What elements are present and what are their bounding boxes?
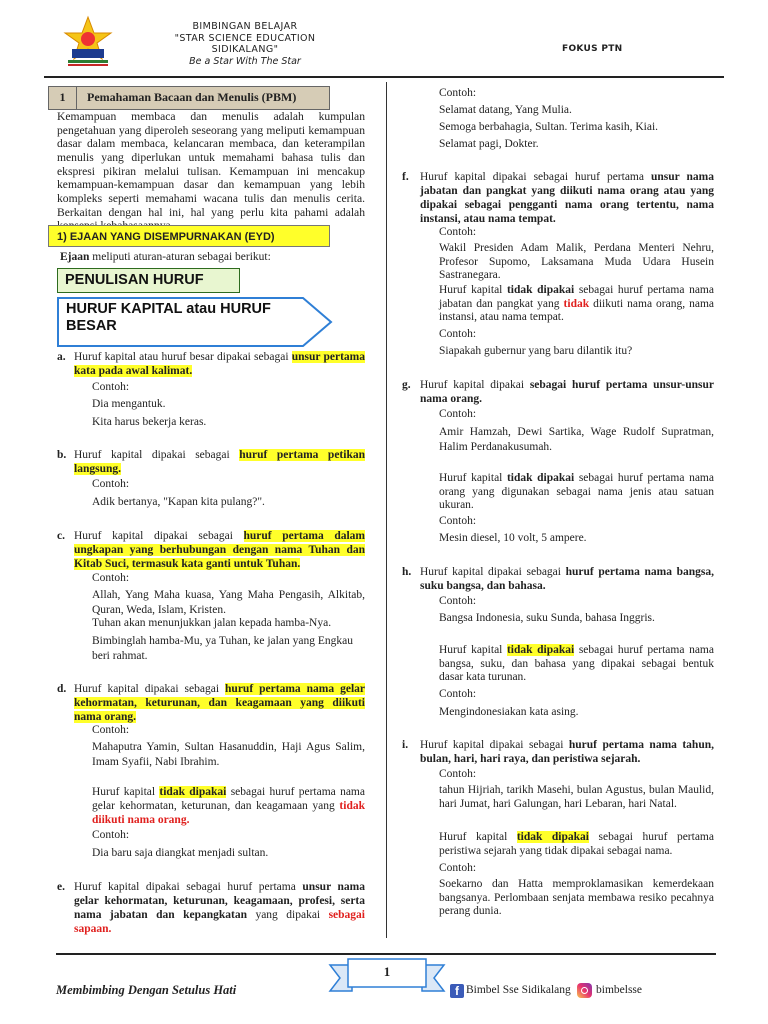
item-f-pre: Huruf kapital dipakai sebagai huruf pertama: [420, 171, 651, 183]
item-g-ex2: Mesin diesel, 10 volt, 5 ampere.: [439, 532, 587, 544]
org-header: [150, 21, 340, 67]
item-e-text: [74, 880, 365, 936]
item-h-bold: huruf pertama nama bangsa, suku bangsa, dan bahasa.: [420, 566, 714, 593]
intro-paragraph: Kemampuan membaca dan menulis adalah kumpulan pengetahuan yang diperoleh seseorang yang meliputi kemampuan dasar dalam membaca, kelancaran membaca, dan keterampilan menulis yang diperlukan untuk memahami bahasa tulis dan ekspresi pikiran melalui tulisan. Kemampuan ini mencakup kemampuan-kemampuan dasar dan kemampuan yang lebih kompleks seperti memahami wacana tulis dan menulis cerita. Berkaitan dengan hal ini, hal yang perlu kita pahami adalah: [57, 110, 365, 219]
item-g-ex1: Amir Hamzah, Dewi Sartika, Wage Rudolf Supratman, Halim Perdanakusumah.: [439, 426, 714, 453]
item-e-ex3: Selamat pagi, Dokter.: [439, 138, 539, 150]
item-g-negative: [439, 472, 714, 513]
item-f-contoh2: Contoh:: [439, 328, 477, 340]
item-g-neg-end: sebagai huruf pertama nama orang yang digunakan sebagai nama jenis atau satuan ukuran.: [439, 472, 714, 512]
item-g-contoh: Contoh:: [439, 408, 477, 420]
item-g-neg-pre: Huruf kapital: [439, 472, 507, 484]
item-f-neg-pre: Huruf kapital: [439, 284, 507, 296]
item-c-text: [74, 529, 365, 571]
item-b-text: [74, 448, 365, 476]
item-d-neg-mid: sebagai huruf pertama nama gelar kehormatan, keturunan, dan keagamaan yang: [92, 786, 365, 812]
item-f-text: [420, 170, 714, 226]
item-i-neg-highlight: tidak dipakai: [516, 831, 589, 843]
item-e-bold: unsur nama gelar kehormatan, keturunan, keagamaan, profesi, serta nama jabatan dan kepangkatan: [74, 881, 366, 922]
item-g-contoh2: Contoh:: [439, 515, 477, 527]
item-g-pre: Huruf kapital dipakai: [420, 379, 530, 391]
item-d-ex1: Mahaputra Yamin, Sultan Hasanuddin, Haji Agus Salim, Imam Syafii, Nabi Ibrahim.: [92, 741, 365, 768]
item-c-label: c.: [57, 530, 65, 542]
item-d-negative: [92, 786, 365, 827]
item-f-ex1: Wakil Presiden Adam Malik, Perdana Menteri Nehru, Profesor Supomo, Laksamana Muda Udara Husein Sastranegara.: [439, 242, 714, 282]
item-e-red: sebagai sapaan.: [74, 909, 365, 936]
header-divider: [44, 76, 724, 78]
item-c-ex3: Bimbinglah hamba-Mu, ya Tuhan, ke jalan yang Engkau beri rahmat.: [92, 635, 353, 662]
item-f-neg-end: diikuti nama orang, nama instansi, atau nama tempat.: [439, 297, 714, 324]
instagram-handle[interactable]: bimbelsse: [596, 984, 642, 996]
item-h-text: [420, 565, 714, 593]
item-i-bold: huruf pertama nama tahun, bulan, hari, hari raya, dan peristiwa sejarah.: [420, 739, 714, 766]
item-i-ex2: Soekarno dan Hatta memproklamasikan kemerdekaan bangsanya. Perlombaan senjata membawa resiko pecahnya perang dunia.: [439, 878, 714, 918]
item-g-bold: sebagai huruf pertama unsur-unsur nama orang.: [420, 379, 714, 406]
item-h-negative: [439, 644, 714, 685]
item-d-neg-pre: Huruf kapital: [92, 786, 160, 798]
item-c-ex2: Tuhan akan menunjukkan jalan kepada hamba-Nya.: [92, 617, 332, 629]
item-d-contoh: Contoh:: [92, 724, 130, 736]
instagram-icon: [577, 983, 592, 998]
item-i-contoh2: Contoh:: [439, 862, 477, 874]
item-f-bold: unsur nama jabatan dan pangkat yang diikuti nama orang atau yang dipakai sebagai pengganti nama orang tertentu, nama instansi, atau nama tempat.: [420, 171, 714, 226]
item-h-neg-highlight: tidak dipakai: [506, 644, 575, 656]
item-i-neg-end: sebagai huruf pertama peristiwa sejarah yang tidak dipakai sebagai nama.: [439, 831, 714, 857]
item-b-label: b.: [57, 449, 67, 461]
section-title: Pemahaman Bacaan dan Menulis (PBM): [87, 90, 297, 105]
item-b-highlight: huruf pertama petikan langsung.: [74, 449, 366, 476]
item-c-highlight: huruf pertama dalam ungkapan yang berhubungan dengan nama Tuhan dan Kitab Suci, termasuk kata ganti untuk Tuhan.: [74, 530, 366, 571]
org-line3: SIDIKALANG": [211, 44, 279, 56]
item-f-neg-mid: sebagai huruf pertama nama jabatan dan pangkat yang: [439, 284, 714, 310]
section-number: 1: [49, 87, 77, 109]
item-e-mid: yang dipakai: [247, 909, 329, 922]
item-d-pre: Huruf kapital dipakai sebagai: [74, 683, 226, 695]
eyd-heading: 1) EJAAN YANG DISEMPURNAKAN (EYD): [48, 225, 330, 247]
ejaan-rest: meliputi aturan-aturan sebagai berikut:: [89, 251, 271, 263]
item-a-contoh: Contoh:: [92, 381, 130, 393]
org-line2: "STAR SCIENCE EDUCATION: [174, 32, 316, 44]
item-i-ex1: tahun Hijriah, tarikh Masehi, bulan Agustus, bulan Maulid, hari Jumat, hari Galungan, hari Lebaran, hari Natal.: [439, 784, 714, 810]
ejaan-line: [60, 250, 271, 265]
page-number-ribbon: [328, 957, 446, 997]
column-divider: [386, 82, 387, 938]
item-d-label: d.: [57, 683, 67, 695]
org-line1: BIMBINGAN BELAJAR: [192, 21, 298, 32]
item-d-ex2: Dia baru saja diangkat menjadi sultan.: [92, 847, 269, 859]
kapital-arrow-banner: [57, 297, 333, 347]
item-h-ex2: Mengindonesiakan kata asing.: [439, 706, 579, 718]
item-h-label: h.: [402, 566, 412, 578]
page-number: 1: [383, 964, 391, 979]
item-i-neg-pre: Huruf kapital: [439, 831, 517, 843]
item-i-contoh: Contoh:: [439, 768, 477, 780]
item-i-negative: [439, 831, 714, 858]
item-h-neg-end: sebagai huruf pertama nama bangsa, suku, dan bahasa yang dipakai sebagai bentuk dasar kata turunan.: [439, 644, 714, 684]
kapital-title: HURUF KAPITAL atau HURUF BESAR: [66, 301, 271, 335]
item-f-contoh: Contoh:: [439, 226, 477, 238]
item-e-pre: Huruf kapital dipakai sebagai huruf pertama: [74, 881, 303, 893]
item-a-ex1: Dia mengantuk.: [92, 398, 166, 410]
item-d-contoh2: Contoh:: [92, 829, 130, 841]
item-h-neg-pre: Huruf kapital: [439, 644, 507, 656]
item-a-highlight: unsur pertama kata pada awal kalimat.: [74, 351, 365, 378]
item-d-neg-highlight: tidak dipakai: [159, 786, 227, 798]
item-f-label: f.: [402, 171, 409, 183]
item-g-text: [420, 378, 714, 406]
footer-slogan: Membimbing Dengan Setulus Hati: [56, 983, 237, 997]
item-i-text: [420, 738, 714, 766]
facebook-icon: f: [450, 984, 464, 998]
item-d-text: [74, 682, 365, 724]
org-motto: Be a Star With The Star: [189, 55, 301, 67]
item-a-pre: Huruf kapital atau huruf besar dipakai sebagai: [74, 351, 292, 363]
item-g-neg-bold: tidak dipakai: [506, 472, 575, 484]
fokus-tag: FOKUS PTN: [562, 44, 623, 54]
item-e-label: e.: [57, 881, 65, 893]
item-i-label: i.: [402, 739, 409, 751]
item-h-contoh2: Contoh:: [439, 688, 477, 700]
item-e-ex2: Semoga berbahagia, Sultan. Terima kasih, Kiai.: [439, 121, 659, 133]
item-b-ex1: Adik bertanya, "Kapan kita pulang?".: [92, 496, 265, 508]
item-a-label: a.: [57, 351, 66, 363]
item-a-text: [74, 350, 365, 378]
star-logo-icon: [62, 15, 114, 70]
ejaan-bold: Ejaan: [60, 251, 90, 263]
item-b-contoh: Contoh:: [92, 478, 130, 490]
item-a-ex2: Kita harus bekerja keras.: [92, 416, 207, 428]
section-header: [48, 86, 330, 110]
item-f-neg-red: tidak: [563, 297, 590, 310]
item-d-neg-red: tidak diikuti nama orang.: [92, 799, 365, 826]
item-f-ex2: Siapakah gubernur yang baru dilantik itu?: [439, 345, 633, 357]
item-h-pre: Huruf kapital dipakai sebagai: [420, 566, 566, 578]
item-c-contoh: Contoh:: [92, 572, 130, 584]
item-c-ex1: Allah, Yang Maha kuasa, Yang Maha Pengasih, Alkitab, Quran, Weda, Islam, Kristen.: [92, 589, 365, 616]
item-f-neg-bold: tidak dipakai: [506, 284, 575, 296]
item-g-label: g.: [402, 379, 411, 391]
item-e-contoh: Contoh:: [439, 87, 477, 99]
item-c-pre: Huruf kapital dipakai sebagai: [74, 530, 244, 542]
item-h-contoh: Contoh:: [439, 595, 477, 607]
footer-divider: [56, 953, 716, 955]
penulisan-huruf-box: PENULISAN HURUF: [57, 268, 240, 293]
item-b-pre: Huruf kapital dipakai sebagai: [74, 449, 240, 461]
item-i-pre: Huruf kapital dipakai sebagai: [420, 739, 569, 751]
item-h-ex1: Bangsa Indonesia, suku Sunda, bahasa Inggris.: [439, 612, 655, 624]
facebook-handle[interactable]: Bimbel Sse Sidikalang: [466, 984, 571, 996]
item-d-highlight: huruf pertama nama gelar kehormatan, keturunan, dan keagamaan yang diikuti nama orang.: [74, 683, 365, 724]
item-e-ex1: Selamat datang, Yang Mulia.: [439, 104, 572, 116]
item-f-negative: [439, 284, 714, 325]
